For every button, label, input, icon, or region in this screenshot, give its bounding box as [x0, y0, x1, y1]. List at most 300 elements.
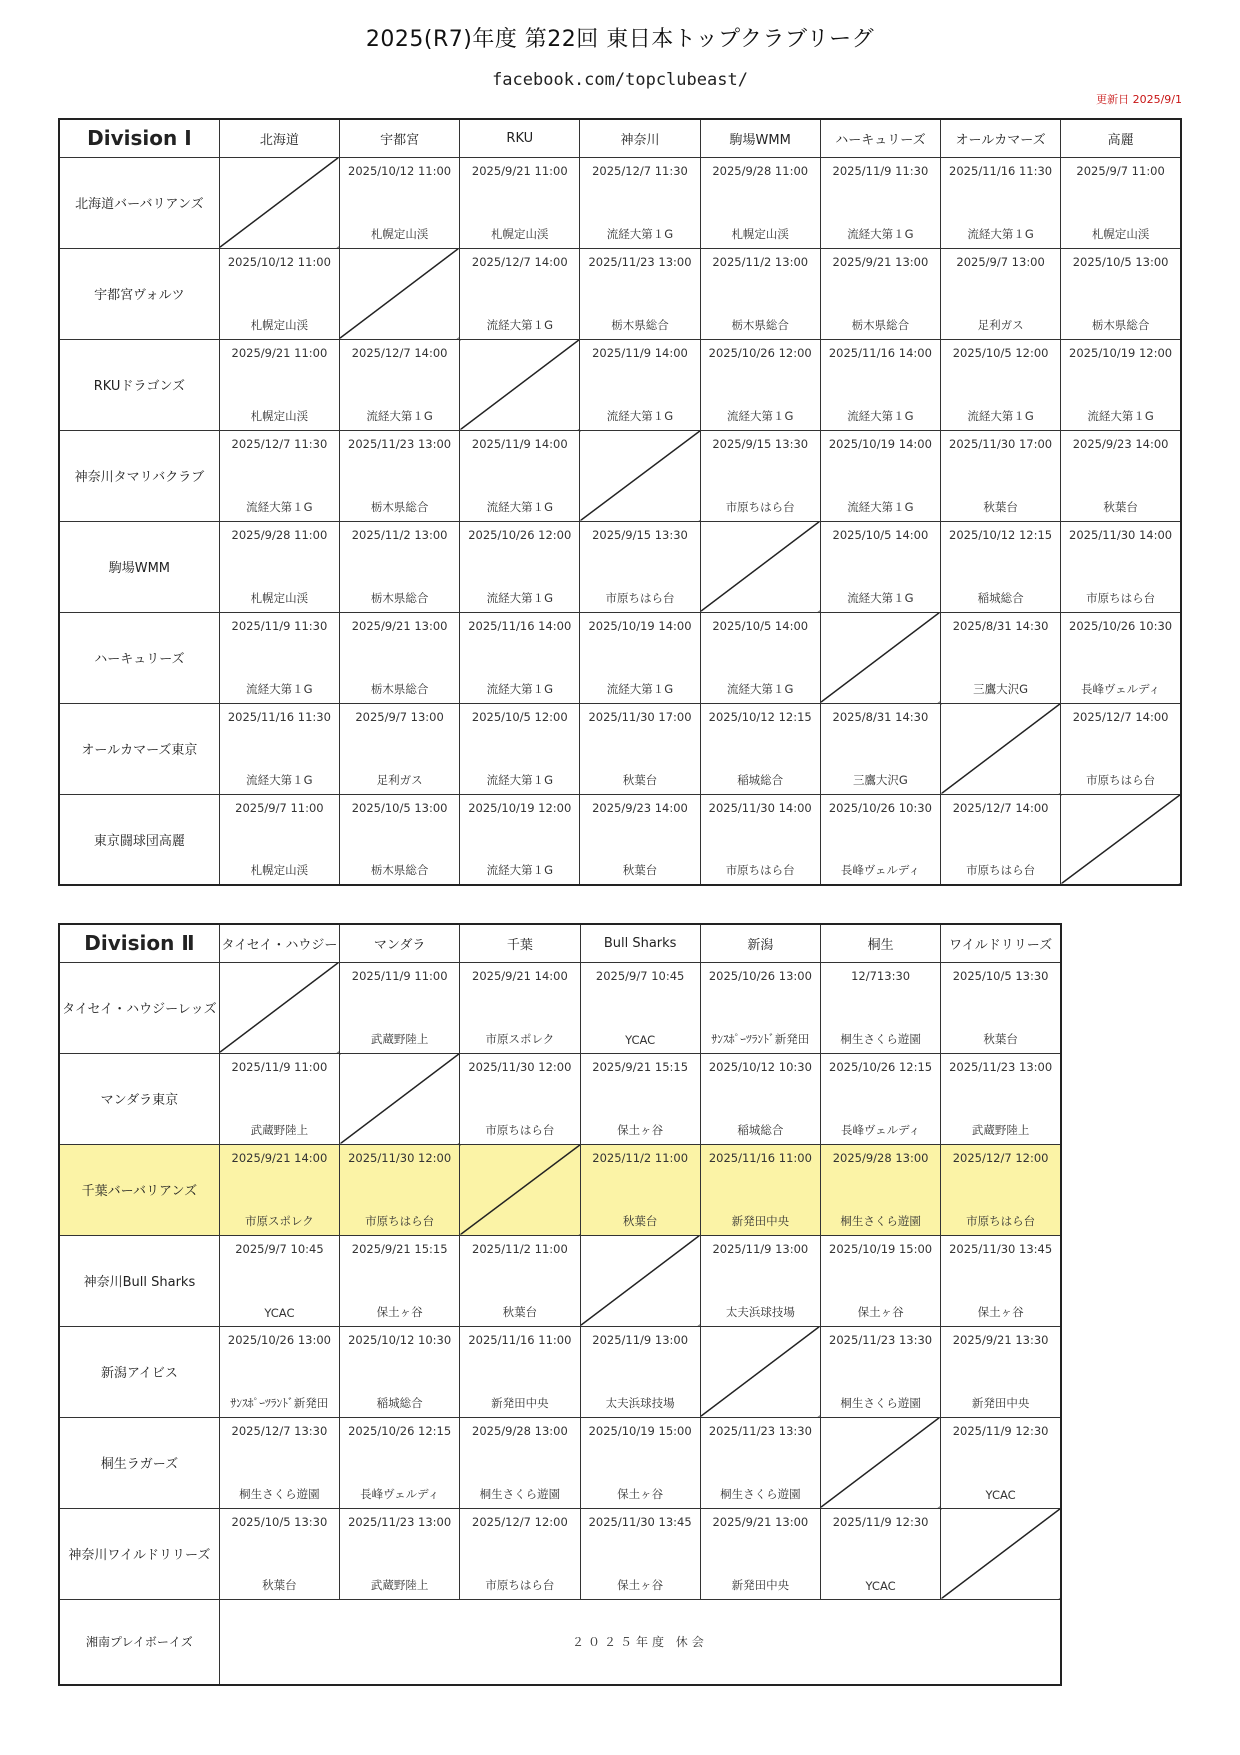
- match-venue: 流経大第１G: [246, 681, 313, 696]
- match-cell: [460, 1417, 580, 1508]
- team-name: 宇都宮ヴォルツ: [59, 248, 219, 339]
- division-label: Division Ⅰ: [59, 119, 219, 157]
- match-cell: [580, 1417, 700, 1508]
- match-datetime: 2025/11/16 11:30: [227, 709, 331, 724]
- match-venue: 武蔵野陸上: [370, 1031, 429, 1046]
- match-venue: YCAC: [264, 1305, 295, 1320]
- match-datetime: 2025/9/21 11:00: [471, 163, 568, 178]
- match-cell: [700, 157, 820, 248]
- match-datetime: 2025/11/2 13:00: [712, 254, 809, 269]
- match-cell: [580, 1053, 700, 1144]
- match-venue: 秋葉台: [983, 499, 1018, 514]
- match-datetime: 2025/9/28 13:00: [472, 1423, 568, 1438]
- match-datetime: 2025/11/16 11:30: [949, 163, 1053, 178]
- match-cell: [580, 1508, 700, 1599]
- match-datetime: 2025/9/23 14:00: [1072, 436, 1169, 451]
- self-match-cell: [820, 1417, 940, 1508]
- match-venue: 新発田中央: [731, 1213, 790, 1228]
- match-datetime: 2025/11/23 13:00: [348, 1514, 452, 1529]
- match-cell: [700, 1053, 820, 1144]
- match-cell: [700, 339, 820, 430]
- match-cell: [941, 1053, 1061, 1144]
- match-venue: 札幌定山渓: [250, 590, 309, 605]
- match-datetime: 2025/11/16 14:00: [828, 345, 932, 360]
- match-datetime: 2025/12/7 14:00: [351, 345, 448, 360]
- match-datetime: 2025/9/15 13:30: [592, 527, 688, 542]
- header-row: [59, 119, 1181, 157]
- match-datetime: 2025/9/7 10:45: [595, 968, 685, 983]
- rest-row: [59, 1599, 1061, 1685]
- match-cell: [820, 962, 940, 1053]
- self-match-cell: [339, 248, 459, 339]
- match-cell: [460, 157, 580, 248]
- match-cell: [219, 612, 339, 703]
- match-cell: [941, 339, 1061, 430]
- match-venue: 桐生さくら遊園: [239, 1486, 320, 1501]
- self-match-cell: [460, 1144, 580, 1235]
- team-row: [59, 248, 1181, 339]
- match-cell: [820, 1144, 940, 1235]
- match-venue: 市原ちはら台: [966, 863, 1036, 877]
- match-cell: [700, 612, 820, 703]
- match-datetime: 2025/9/28 11:00: [231, 527, 328, 542]
- team-name: 新潟アイビス: [59, 1326, 219, 1417]
- match-cell: [339, 430, 459, 521]
- match-datetime: 2025/8/31 14:30: [832, 709, 929, 724]
- match-datetime: 2025/11/9 12:30: [832, 1514, 929, 1529]
- match-datetime: 2025/11/30 17:00: [949, 436, 1053, 451]
- self-match-cell: [1061, 794, 1181, 885]
- header-row: [59, 924, 1061, 962]
- team-name: 神奈川ワイルドリリーズ: [59, 1508, 219, 1599]
- division-2-table: [58, 923, 1062, 1686]
- match-venue: 市原ちはら台: [605, 590, 675, 605]
- match-cell: [460, 794, 580, 885]
- match-datetime: 12/713:30: [851, 968, 911, 983]
- match-datetime: 2025/11/2 11:00: [472, 1241, 568, 1256]
- match-cell: [700, 703, 820, 794]
- match-cell: [339, 157, 459, 248]
- match-datetime: 2025/10/19 12:00: [468, 800, 572, 815]
- match-cell: [219, 248, 339, 339]
- match-datetime: 2025/10/12 12:15: [708, 709, 812, 724]
- self-match-cell: [580, 1235, 700, 1326]
- match-cell: [340, 962, 460, 1053]
- match-venue: 栃木県総合: [370, 863, 429, 877]
- match-venue: 札幌定山渓: [491, 226, 549, 241]
- match-venue: 流経大第１G: [847, 408, 914, 423]
- match-cell: [700, 430, 820, 521]
- team-row: [59, 1053, 1061, 1144]
- match-datetime: 2025/10/12 11:00: [227, 254, 331, 269]
- match-datetime: 2025/11/23 13:00: [949, 1059, 1053, 1074]
- match-cell: [820, 339, 940, 430]
- match-datetime: 2025/10/19 14:00: [828, 436, 932, 451]
- match-cell: [1061, 248, 1181, 339]
- match-venue: 栃木県総合: [611, 317, 669, 332]
- match-cell: [580, 339, 700, 430]
- match-venue: 流経大第１G: [246, 499, 313, 514]
- match-venue: 保土ヶ谷: [977, 1304, 1024, 1319]
- team-row: [59, 339, 1181, 430]
- match-venue: 市原ちはら台: [1086, 772, 1156, 787]
- match-cell: [941, 248, 1061, 339]
- match-venue: 長峰ヴェルディ: [840, 863, 920, 877]
- match-datetime: 2025/10/5 13:30: [231, 1514, 328, 1529]
- match-venue: 長峰ヴェルディ: [1081, 681, 1161, 696]
- team-name: タイセイ・ハウジーレッズ: [59, 962, 219, 1053]
- match-venue: 秋葉台: [983, 1031, 1018, 1046]
- match-datetime: 2025/12/7 14:00: [952, 800, 1049, 815]
- match-venue: 栃木県総合: [851, 317, 910, 332]
- match-datetime: 2025/11/23 13:30: [708, 1423, 812, 1438]
- match-venue: 流経大第１G: [847, 499, 914, 514]
- match-venue: 流経大第１G: [606, 226, 674, 241]
- match-datetime: 2025/9/15 13:30: [712, 436, 809, 451]
- match-cell: [340, 1508, 460, 1599]
- match-cell: [941, 157, 1061, 248]
- match-cell: [941, 521, 1061, 612]
- rest-note: ２０２５年度 休会: [219, 1599, 1061, 1685]
- match-venue: 保土ヶ谷: [617, 1486, 664, 1501]
- match-venue: 市原スポレク: [485, 1031, 555, 1046]
- match-datetime: 2025/10/19 14:00: [588, 618, 692, 633]
- match-datetime: 2025/12/7 11:30: [231, 436, 328, 451]
- match-venue: 市原スポレク: [245, 1213, 314, 1228]
- match-datetime: 2025/10/5 13:00: [351, 800, 448, 815]
- match-datetime: 2025/11/23 13:00: [588, 254, 692, 269]
- match-venue: 流経大第１G: [726, 681, 794, 696]
- self-match-cell: [219, 962, 339, 1053]
- division-1-table: [58, 118, 1182, 886]
- match-datetime: 2025/10/26 10:30: [828, 800, 932, 815]
- match-venue: 保土ヶ谷: [617, 1122, 664, 1137]
- column-header: 桐生: [820, 924, 940, 962]
- match-datetime: 2025/9/21 11:00: [231, 345, 328, 360]
- match-datetime: 2025/10/26 10:30: [1069, 618, 1173, 633]
- match-datetime: 2025/11/9 13:00: [712, 1241, 809, 1256]
- match-cell: [820, 1053, 940, 1144]
- match-venue: 稲城総合: [376, 1395, 423, 1410]
- match-cell: [580, 703, 700, 794]
- match-venue: 流経大第１G: [847, 590, 914, 605]
- match-cell: [820, 1235, 940, 1326]
- match-datetime: 2025/11/9 11:30: [231, 618, 328, 633]
- match-venue: 市原ちはら台: [725, 863, 795, 877]
- self-match-cell: [700, 1326, 820, 1417]
- match-venue: 新発田中央: [971, 1395, 1030, 1410]
- match-venue: 武蔵野陸上: [971, 1122, 1030, 1137]
- match-cell: [1061, 430, 1181, 521]
- team-row: [59, 794, 1181, 885]
- match-cell: [339, 794, 459, 885]
- match-datetime: 2025/11/9 13:00: [592, 1332, 689, 1347]
- match-venue: ｻﾝｽﾎﾟｰﾂﾗﾝﾄﾞ新発田: [711, 1031, 810, 1046]
- match-cell: [340, 1144, 460, 1235]
- match-venue: 稲城総合: [737, 1122, 784, 1137]
- match-datetime: 2025/9/21 15:15: [592, 1059, 689, 1074]
- page-title: 2025(R7)年度 第22回 東日本トップクラブリーグ: [365, 27, 875, 52]
- self-match-cell: [340, 1053, 460, 1144]
- match-venue: ｻﾝｽﾎﾟｰﾂﾗﾝﾄﾞ新発田: [230, 1395, 329, 1410]
- match-cell: [941, 612, 1061, 703]
- match-cell: [219, 1144, 339, 1235]
- match-cell: [820, 794, 940, 885]
- match-datetime: 2025/11/16 11:00: [468, 1332, 572, 1347]
- match-cell: [340, 1235, 460, 1326]
- match-venue: 流経大第１G: [726, 408, 794, 423]
- match-cell: [580, 612, 700, 703]
- match-datetime: 2025/10/5 13:30: [952, 968, 1049, 983]
- match-datetime: 2025/9/21 13:00: [832, 254, 929, 269]
- match-cell: [460, 1508, 580, 1599]
- match-datetime: 2025/10/12 11:00: [348, 163, 452, 178]
- match-datetime: 2025/10/19 15:00: [829, 1241, 933, 1256]
- match-cell: [339, 612, 459, 703]
- match-datetime: 2025/10/5 14:00: [712, 618, 809, 633]
- match-cell: [580, 157, 700, 248]
- match-datetime: 2025/11/30 17:00: [588, 709, 692, 724]
- match-cell: [700, 962, 820, 1053]
- column-header: Bull Sharks: [580, 924, 700, 962]
- column-header: 北海道: [219, 119, 339, 157]
- match-datetime: 2025/10/5 12:00: [471, 709, 568, 724]
- match-cell: [219, 1508, 339, 1599]
- team-name: オールカマーズ東京: [59, 703, 219, 794]
- match-cell: [460, 703, 580, 794]
- match-datetime: 2025/10/19 15:00: [588, 1423, 692, 1438]
- match-cell: [820, 157, 940, 248]
- match-cell: [340, 1326, 460, 1417]
- column-header: 新潟: [700, 924, 820, 962]
- match-datetime: 2025/11/2 11:00: [592, 1150, 689, 1165]
- match-cell: [700, 248, 820, 339]
- match-datetime: 2025/10/19 12:00: [1069, 345, 1173, 360]
- team-row: [59, 157, 1181, 248]
- match-cell: [700, 1235, 820, 1326]
- match-venue: 武蔵野陸上: [370, 1577, 429, 1592]
- match-datetime: 2025/12/7 12:00: [952, 1150, 1049, 1165]
- team-row: [59, 703, 1181, 794]
- match-venue: 栃木県総合: [370, 590, 429, 605]
- match-cell: [1061, 157, 1181, 248]
- column-header: 宇都宮: [339, 119, 459, 157]
- match-datetime: 2025/11/2 13:00: [351, 527, 448, 542]
- match-cell: [219, 703, 339, 794]
- match-datetime: 2025/8/31 14:30: [952, 618, 1049, 633]
- match-cell: [941, 1235, 1061, 1326]
- team-name: 神奈川Bull Sharks: [59, 1235, 219, 1326]
- facebook-link[interactable]: facebook.com/topclubeast/: [492, 70, 748, 90]
- match-cell: [941, 962, 1061, 1053]
- match-venue: 保土ヶ谷: [376, 1304, 423, 1319]
- team-name: 神奈川タマリバクラブ: [59, 430, 219, 521]
- match-venue: 長峰ヴェルディ: [841, 1122, 921, 1137]
- match-venue: 足利ガス: [977, 317, 1024, 332]
- match-datetime: 2025/9/28 11:00: [712, 163, 809, 178]
- match-datetime: 2025/9/21 15:15: [351, 1241, 448, 1256]
- match-venue: 太夫浜球技場: [725, 1304, 795, 1319]
- match-datetime: 2025/9/21 13:00: [712, 1514, 809, 1529]
- match-cell: [219, 430, 339, 521]
- match-venue: 新発田中央: [491, 1395, 549, 1410]
- team-row: [59, 612, 1181, 703]
- match-cell: [820, 521, 940, 612]
- match-venue: 札幌定山渓: [250, 408, 309, 423]
- match-cell: [460, 248, 580, 339]
- match-venue: 札幌定山渓: [370, 226, 429, 241]
- team-name: マンダラ東京: [59, 1053, 219, 1144]
- match-datetime: 2025/11/9 12:30: [952, 1423, 1049, 1438]
- match-cell: [700, 1144, 820, 1235]
- match-cell: [580, 962, 700, 1053]
- match-datetime: 2025/11/16 14:00: [468, 618, 572, 633]
- match-venue: 長峰ヴェルディ: [360, 1486, 440, 1501]
- match-cell: [219, 339, 339, 430]
- team-row: [59, 1235, 1061, 1326]
- team-name: ハーキュリーズ: [59, 612, 219, 703]
- match-cell: [580, 794, 700, 885]
- match-venue: 新発田中央: [731, 1577, 790, 1592]
- match-venue: 武蔵野陸上: [250, 1122, 309, 1137]
- match-datetime: 2025/11/9 11:00: [231, 1059, 328, 1074]
- team-name: RKUドラゴンズ: [59, 339, 219, 430]
- match-venue: 札幌定山渓: [731, 226, 789, 241]
- match-venue: 足利ガス: [376, 772, 423, 787]
- match-venue: 三鷹大沢G: [852, 772, 908, 787]
- match-cell: [820, 248, 940, 339]
- match-venue: 秋葉台: [1103, 499, 1138, 514]
- match-cell: [219, 1053, 339, 1144]
- match-venue: 秋葉台: [622, 772, 658, 787]
- match-datetime: 2025/10/26 13:00: [227, 1332, 331, 1347]
- match-venue: 流経大第１G: [486, 772, 553, 787]
- match-cell: [460, 430, 580, 521]
- match-venue: YCAC: [865, 1578, 896, 1593]
- match-cell: [1061, 339, 1181, 430]
- team-row: [59, 521, 1181, 612]
- match-venue: 札幌定山渓: [1091, 226, 1150, 241]
- match-venue: 流経大第１G: [246, 772, 313, 787]
- match-cell: [339, 521, 459, 612]
- match-venue: 流経大第１G: [486, 590, 553, 605]
- match-venue: 桐生さくら遊園: [720, 1486, 801, 1501]
- column-header: 高麗: [1061, 119, 1181, 157]
- match-venue: 保土ヶ谷: [617, 1577, 664, 1592]
- team-name: 湘南プレイボーイズ: [59, 1599, 219, 1685]
- self-match-cell: [460, 339, 580, 430]
- column-header: ハーキュリーズ: [820, 119, 940, 157]
- match-datetime: 2025/12/7 14:00: [471, 254, 568, 269]
- match-datetime: 2025/9/21 14:00: [231, 1150, 328, 1165]
- match-datetime: 2025/11/30 13:45: [588, 1514, 692, 1529]
- match-venue: 秋葉台: [622, 863, 658, 877]
- match-cell: [219, 1326, 339, 1417]
- column-header: RKU: [460, 119, 580, 157]
- match-cell: [460, 1235, 580, 1326]
- match-datetime: 2025/9/23 14:00: [592, 800, 688, 815]
- match-cell: [219, 1235, 339, 1326]
- match-venue: 桐生さくら遊園: [840, 1031, 921, 1046]
- column-header: 駒場WMM: [700, 119, 820, 157]
- team-name: 桐生ラガーズ: [59, 1417, 219, 1508]
- match-datetime: 2025/10/26 12:00: [708, 345, 812, 360]
- self-match-cell: [820, 612, 940, 703]
- match-datetime: 2025/11/23 13:00: [348, 436, 452, 451]
- match-venue: 秋葉台: [502, 1304, 538, 1319]
- match-venue: 流経大第１G: [366, 408, 433, 423]
- division-label: Division Ⅱ: [59, 924, 219, 962]
- team-row: [59, 962, 1061, 1053]
- match-venue: 市原ちはら台: [365, 1213, 435, 1228]
- team-row: [59, 1144, 1061, 1235]
- match-venue: 市原ちはら台: [485, 1577, 555, 1592]
- match-venue: YCAC: [625, 1032, 656, 1047]
- match-cell: [820, 430, 940, 521]
- match-datetime: 2025/12/7 12:00: [472, 1514, 568, 1529]
- match-venue: 市原ちはら台: [485, 1122, 555, 1137]
- match-venue: 桐生さくら遊園: [840, 1213, 921, 1228]
- updated-date: 更新日 2025/9/1: [1096, 93, 1182, 106]
- match-venue: 秋葉台: [262, 1577, 297, 1592]
- column-header: オールカマーズ: [941, 119, 1061, 157]
- match-datetime: 2025/11/9 11:00: [351, 968, 448, 983]
- match-venue: 稲城総合: [737, 772, 784, 787]
- match-datetime: 2025/10/5 13:00: [1072, 254, 1169, 269]
- match-venue: 三鷹大沢G: [973, 681, 1029, 696]
- match-cell: [580, 1144, 700, 1235]
- match-datetime: 2025/9/7 13:00: [355, 709, 444, 724]
- match-venue: 桐生さくら遊園: [840, 1395, 921, 1410]
- match-venue: 桐生さくら遊園: [479, 1486, 561, 1501]
- match-datetime: 2025/10/26 12:00: [468, 527, 572, 542]
- match-datetime: 2025/11/30 14:00: [708, 800, 812, 815]
- match-venue: 保土ヶ谷: [857, 1304, 904, 1319]
- match-cell: [700, 794, 820, 885]
- match-venue: 流経大第１G: [606, 681, 674, 696]
- match-datetime: 2025/11/9 11:30: [832, 163, 929, 178]
- match-venue: 流経大第１G: [486, 499, 553, 514]
- match-cell: [1061, 521, 1181, 612]
- column-header: ワイルドリリーズ: [941, 924, 1061, 962]
- match-cell: [339, 703, 459, 794]
- match-datetime: 2025/9/21 13:00: [351, 618, 448, 633]
- team-name: 千葉バーバリアンズ: [59, 1144, 219, 1235]
- match-cell: [219, 521, 339, 612]
- match-cell: [700, 1417, 820, 1508]
- match-cell: [820, 703, 940, 794]
- match-cell: [941, 430, 1061, 521]
- match-datetime: 2025/9/7 11:00: [1076, 163, 1165, 178]
- match-datetime: 2025/12/7 13:30: [231, 1423, 328, 1438]
- match-datetime: 2025/10/26 12:15: [348, 1423, 452, 1438]
- self-match-cell: [700, 521, 820, 612]
- match-cell: [460, 962, 580, 1053]
- match-venue: 流経大第１G: [486, 317, 553, 332]
- match-venue: 市原ちはら台: [725, 499, 795, 514]
- match-cell: [460, 1053, 580, 1144]
- match-datetime: 2025/9/28 13:00: [832, 1150, 929, 1165]
- self-match-cell: [219, 157, 339, 248]
- match-venue: 栃木県総合: [370, 499, 429, 514]
- match-cell: [339, 339, 459, 430]
- match-datetime: 2025/12/7 14:00: [1072, 709, 1169, 724]
- match-venue: 太夫浜球技場: [605, 1395, 675, 1410]
- team-row: [59, 1326, 1061, 1417]
- match-cell: [580, 1326, 700, 1417]
- match-venue: 流経大第１G: [847, 226, 914, 241]
- match-venue: 秋葉台: [622, 1213, 658, 1228]
